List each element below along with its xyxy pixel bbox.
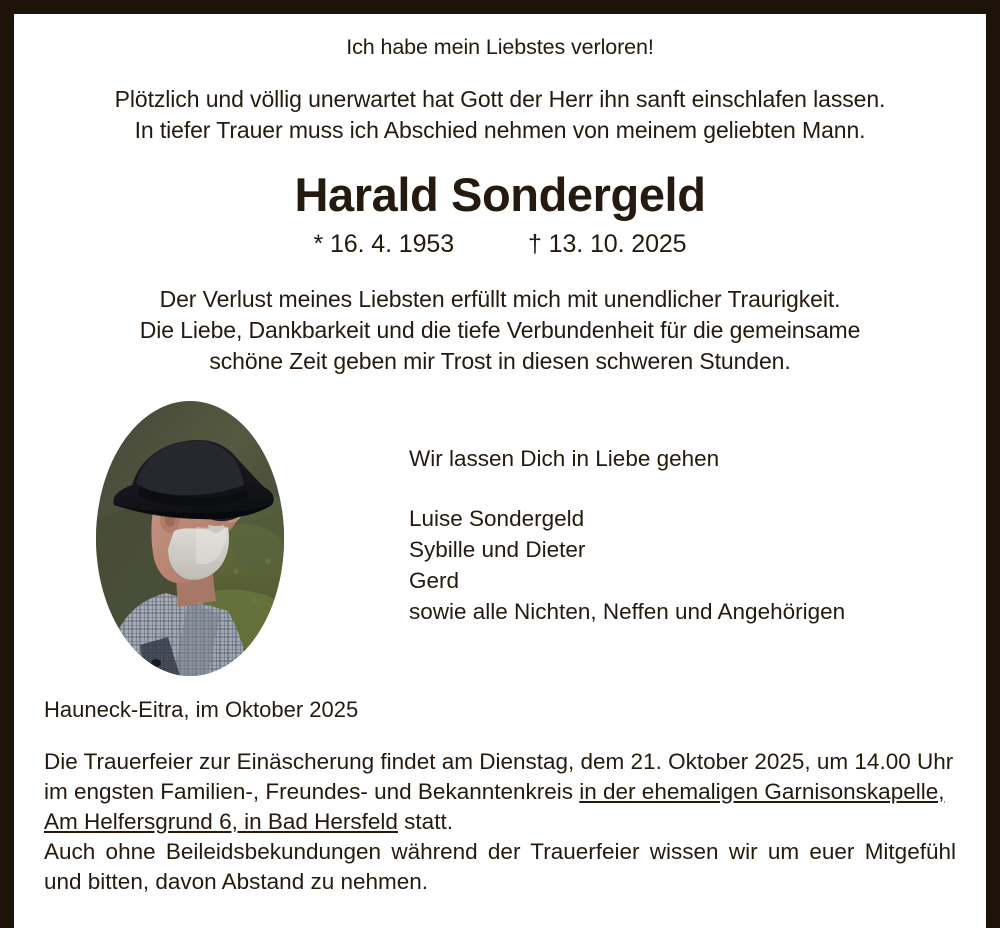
family-member: Sybille und Dieter	[409, 537, 586, 562]
service-venue: in der ehemaligen Garnisonskapelle, Am Helfersgrund 6, in Bad Hersfeld	[44, 779, 945, 834]
opening-lament-line-1: Plötzlich und völlig unerwartet hat Gott der Herr ihn sanft einschlafen lassen.	[114, 86, 886, 112]
opening-headline	[14, 32, 986, 62]
obituary-card-inner	[14, 32, 986, 932]
service-announcement	[44, 747, 956, 837]
place-and-date: Hauneck-Eitra, im Oktober 2025	[44, 697, 359, 722]
family-member: Gerd	[409, 568, 460, 593]
life-dates	[14, 228, 986, 260]
opening-headline-text: Ich habe mein Liebstes verloren!	[346, 35, 654, 59]
opening-lament	[14, 84, 986, 146]
death-date: † 13. 10. 2025	[528, 230, 687, 258]
family-member: Luise Sondergeld	[409, 506, 585, 531]
condolence-line-1: Der Verlust meines Liebsten erfüllt mich mit unendlicher Traurigkeit.	[159, 286, 841, 312]
deceased-name-text: Harald Sondergeld	[294, 168, 706, 221]
condolence-request-note: Auch ohne Beileidsbekundungen während der Trauerfeier wissen wir um euer Mitgefühl und bitten, davon Abstand zu nehmen.	[44, 839, 956, 894]
mourning-intro: Wir lassen Dich in Liebe gehen	[409, 446, 720, 471]
family-list	[409, 503, 845, 627]
opening-lament-line-2: In tiefer Trauer muss ich Abschied nehmen von meinem geliebten Mann.	[134, 117, 866, 143]
condolence-verse	[14, 284, 986, 377]
family-member: sowie alle Nichten, Neffen und Angehörigen	[409, 599, 846, 624]
service-details	[14, 747, 986, 897]
service-text-after-venue: statt.	[397, 809, 453, 834]
portrait-family-row	[14, 399, 986, 689]
deceased-name	[14, 168, 986, 222]
family-block	[409, 443, 845, 627]
condolence-line-2: Die Liebe, Dankbarkeit und die tiefe Verbundenheit für die gemeinsame	[139, 317, 861, 343]
portrait-illustration	[96, 401, 284, 676]
birth-date: * 16. 4. 1953	[313, 230, 455, 258]
portrait-photo	[96, 401, 284, 676]
service-text-before-venue: Die Trauerfeier zur Einäscherung findet am Dienstag, dem 21. Oktober 2025, um 14.00 Uhr im engsten Familien-, Freundes- und Bekanntenkreis	[44, 749, 954, 804]
condolence-line-3: schöne Zeit geben mir Trost in diesen schweren Stunden.	[209, 348, 791, 374]
